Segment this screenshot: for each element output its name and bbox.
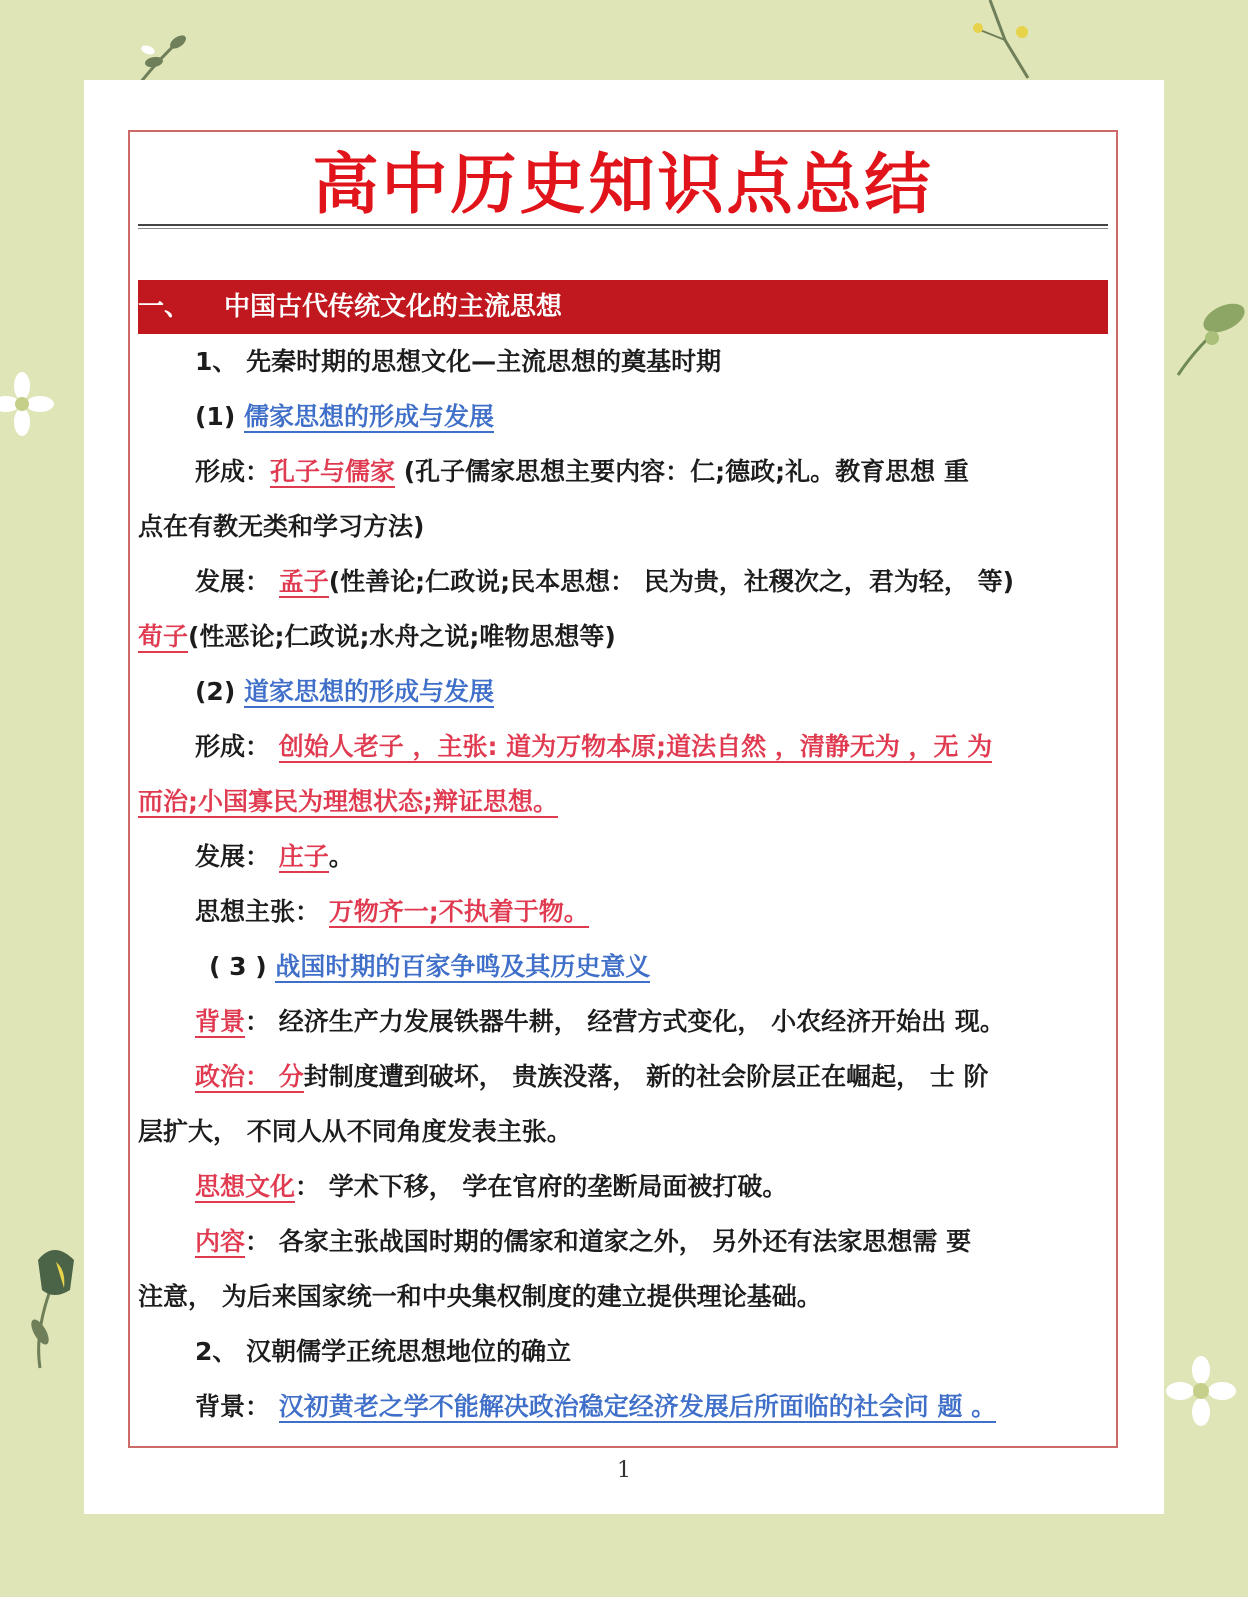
key-term: 孔子与儒家 <box>270 457 396 486</box>
topic-prefix: (1) <box>195 402 236 431</box>
text: (性善论;仁政说;民本思想： 民为贵，社稷次之，君为轻， 等) <box>328 567 1015 596</box>
subsection-heading-1 <box>138 344 1155 380</box>
topic-line-hundred-schools <box>138 949 1155 985</box>
paragraph-line <box>138 1279 1098 1315</box>
paragraph-line <box>138 1389 1155 1425</box>
document-page <box>84 80 1164 1514</box>
content-frame <box>128 130 1118 1448</box>
page-title: 高中历史知识点总结 <box>312 146 934 223</box>
leaf-right-icon <box>1168 290 1248 380</box>
branch-top-right-icon <box>960 0 1050 80</box>
text: 层扩大， 不同人从不同角度发表主张。 <box>138 1117 572 1146</box>
paragraph-line <box>138 1224 1155 1260</box>
label: 形成： <box>195 457 271 486</box>
label: 发展： <box>195 567 271 596</box>
section-heading: 中国古代传统文化的主流思想 <box>224 292 563 322</box>
section-number: 一、 <box>138 292 191 322</box>
key-term: 万物齐一;不执着于物。 <box>328 897 589 926</box>
key-term: 汉初黄老之学不能解决政治稳定经济发展后所面临的社会问 题 。 <box>278 1392 997 1421</box>
text: ： 各家主张战国时期的儒家和道家之外， 另外还有法家思想需 要 <box>245 1227 972 1256</box>
text: 1、 先秦时期的思想文化—主流思想的奠基时期 <box>195 347 722 376</box>
paragraph-line <box>138 1114 1098 1150</box>
label: 发展： <box>195 842 271 871</box>
key-term: 内容 <box>195 1227 246 1256</box>
label: 背景： <box>195 1392 271 1421</box>
text: ： 经济生产力发展铁器牛耕， 经营方式变化， 小农经济开始出 现。 <box>245 1007 1005 1036</box>
paragraph-line <box>138 1169 1155 1205</box>
subsection-heading-2 <box>138 1334 1155 1370</box>
text: 注意， 为后来国家统一和中央集权制度的建立提供理论基础。 <box>138 1282 822 1311</box>
flower-right-bottom-icon <box>1166 1356 1236 1426</box>
key-term: 孟子 <box>278 567 329 596</box>
text: 。 <box>328 842 354 871</box>
paragraph-line <box>138 509 1098 545</box>
label: 思想主张： <box>195 897 321 926</box>
leaf-sprig-top-left-icon <box>120 28 200 88</box>
paragraph-line <box>138 454 1155 490</box>
paragraph-line <box>138 894 1155 930</box>
key-term: 背景 <box>195 1007 246 1036</box>
key-term: 思想文化 <box>195 1172 296 1201</box>
topic-line-daoist <box>138 674 1155 710</box>
text: ： 学术下移， 学在官府的垄断局面被打破。 <box>295 1172 788 1201</box>
tulip-left-icon <box>20 1240 90 1370</box>
text: 点在有教无类和学习方法) <box>138 512 425 541</box>
topic-prefix: (2) <box>195 677 236 706</box>
label: 形成： <box>195 732 271 761</box>
paragraph-line <box>138 1059 1155 1095</box>
topic-prefix: ( 3 ) <box>209 952 267 981</box>
paragraph-line <box>138 564 1155 600</box>
topic-link: 道家思想的形成与发展 <box>243 677 494 706</box>
paragraph-line <box>138 1004 1155 1040</box>
topic-link: 战国时期的百家争鸣及其历史意义 <box>275 952 651 981</box>
text: 2、 汉朝儒学正统思想地位的确立 <box>195 1337 572 1366</box>
key-term: 荀子 <box>138 622 189 651</box>
text: 封制度遭到破坏， 贵族没落， 新的社会阶层正在崛起， 士 阶 <box>303 1062 989 1091</box>
title-divider-thin <box>138 228 1108 229</box>
paragraph-line <box>138 839 1155 875</box>
page-number: 1 <box>617 1458 631 1483</box>
topic-link: 儒家思想的形成与发展 <box>243 402 494 431</box>
flower-left-icon <box>0 370 60 440</box>
key-term: 政治： 分 <box>195 1062 304 1091</box>
key-term: 而治;小国寡民为理想状态;辩证思想。 <box>138 787 558 816</box>
text: (孔子儒家思想主要内容：仁;德政;礼。教育思想 重 <box>395 457 969 486</box>
paragraph-line <box>138 619 1098 655</box>
section-heading-bar <box>138 280 1108 334</box>
key-term: 庄子 <box>278 842 329 871</box>
topic-line-confucian <box>138 399 1155 435</box>
title-divider <box>138 224 1108 226</box>
key-term: 创始人老子 ，主张: 道为万物本原;道法自然 ，清静无为 ，无 为 <box>278 732 993 761</box>
paragraph-line <box>138 729 1155 765</box>
paragraph-line <box>138 784 1098 820</box>
text: (性恶论;仁政说;水舟之说;唯物思想等) <box>188 622 616 651</box>
